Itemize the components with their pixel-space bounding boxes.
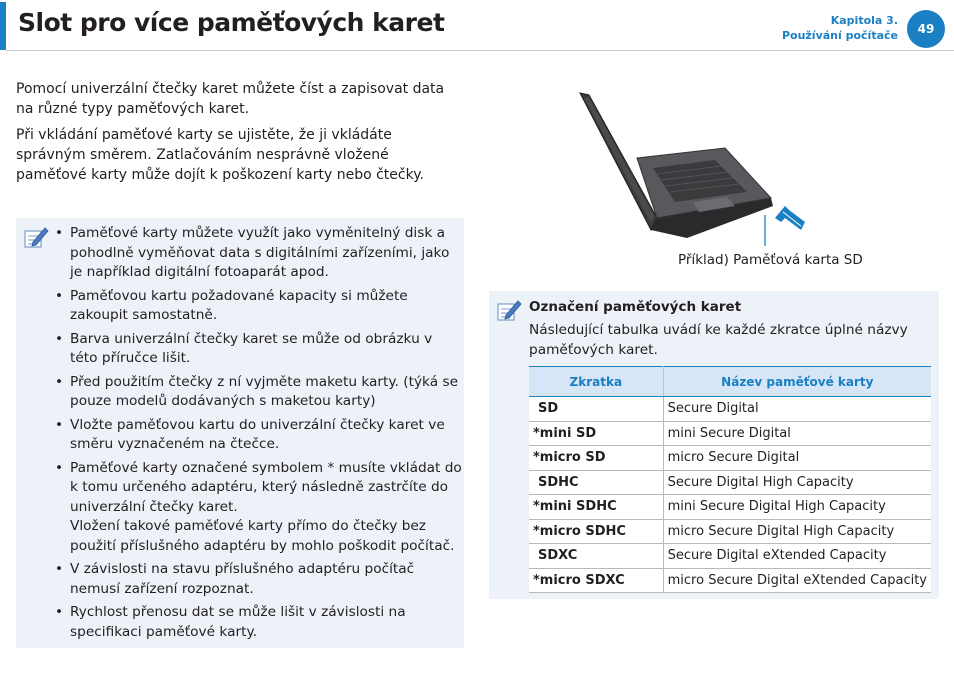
note-item-4: • Před použitím čtečky z ní vyjměte maketu karty. (týká se pouze modelů dodávaných s maketou karty) [70,373,462,412]
card-abbreviation: *mini SD [529,421,663,446]
note-item-6-continuation: Vložení takové paměťové karty přímo do čtečky bez použití příslušného adaptéru by mohlo poškodit počítač. [70,518,455,554]
card-full-name: micro Secure Digital High Capacity [663,519,931,544]
page-title: Slot pro více paměťových karet [18,8,445,37]
card-full-name: micro Secure Digital eXtended Capacity [663,568,931,593]
table-row [529,568,931,593]
card-full-name: Secure Digital eXtended Capacity [663,544,931,569]
page-number-badge: 49 [907,10,945,48]
card-full-name: Secure Digital High Capacity [663,470,931,495]
note-item-6-text: Paměťové karty označené symbolem * musíte vkládat do k tomu určeného adaptéru, který následně zastrčíte do univerzální čtečky karet. [70,459,462,515]
card-full-name: micro Secure Digital [663,446,931,471]
chapter-name: Používání počítače [781,29,898,42]
note-item-2: • Paměťovou kartu požadované kapacity si můžete zakoupit samostatně. [70,287,462,326]
table-row [529,470,931,495]
note-item-5: • Vložte paměťovou kartu do univerzální čtečky karet ve směru vyznačeném na čtečce. [70,416,462,455]
card-abbreviation: *mini SDHC [529,495,663,520]
column-header-abbreviation: Zkratka [529,367,663,397]
note-item-7: • V závislosti na stavu příslušného adaptéru počítač nemusí zařízení rozpoznat. [70,560,462,599]
notes-box [16,218,464,648]
card-abbreviation: SD [529,397,663,422]
note-pencil-icon [496,297,522,323]
note-item-6 [70,459,462,557]
card-abbreviation: SDHC [529,470,663,495]
table-row [529,446,931,471]
card-types-box [489,291,939,599]
note-item-3: • Barva univerzální čtečky karet se může od obrázku v této příručce lišit. [70,330,462,369]
chapter-number: Kapitola 3. [830,14,898,27]
table-row [529,519,931,544]
card-full-name: Secure Digital [663,397,931,422]
card-abbreviation: SDXC [529,544,663,569]
card-types-title: Označení paměťových karet [529,299,742,315]
card-full-name: mini Secure Digital [663,421,931,446]
title-accent-bar [0,2,6,50]
table-row [529,397,931,422]
table-row [529,421,931,446]
intro-paragraph-2: Při vkládání paměťové karty se ujistěte, že ji vkládáte správným směrem. Zatlačováním nesprávně vložené paměťové karty může dojít k poškození karty nebo čtečky. [16,127,424,183]
card-abbreviation: *micro SD [529,446,663,471]
intro-paragraph-1: Pomocí univerzální čtečky karet můžete číst a zapisovat data na různé typy paměťových karet. [16,81,445,117]
card-types-table [529,366,931,593]
figure-caption: Příklad) Paměťová karta SD [678,252,863,268]
insert-arrow-icon [775,206,805,230]
note-item-1: • Paměťové karty můžete využít jako vyměnitelný disk a pohodlně vyměňovat data s digitálními zařízeními, jako je například digitální fotoaparát apod. [70,224,462,283]
card-abbreviation: *micro SDHC [529,519,663,544]
table-row [529,495,931,520]
table-row [529,544,931,569]
intro-text [16,79,461,191]
card-full-name: mini Secure Digital High Capacity [663,495,931,520]
note-pencil-icon [23,224,49,250]
card-types-description: Následující tabulka uvádí ke každé zkratce úplné názvy paměťových karet. [529,322,908,358]
laptop-illustration [575,90,815,250]
note-item-8: • Rychlost přenosu dat se může lišit v závislosti na specifikaci paměťové karty. [70,603,462,642]
chapter-label [782,13,898,43]
column-header-card-name: Název paměťové karty [663,367,931,397]
card-abbreviation: *micro SDXC [529,568,663,593]
title-divider [6,50,954,51]
notes-list [70,224,462,646]
